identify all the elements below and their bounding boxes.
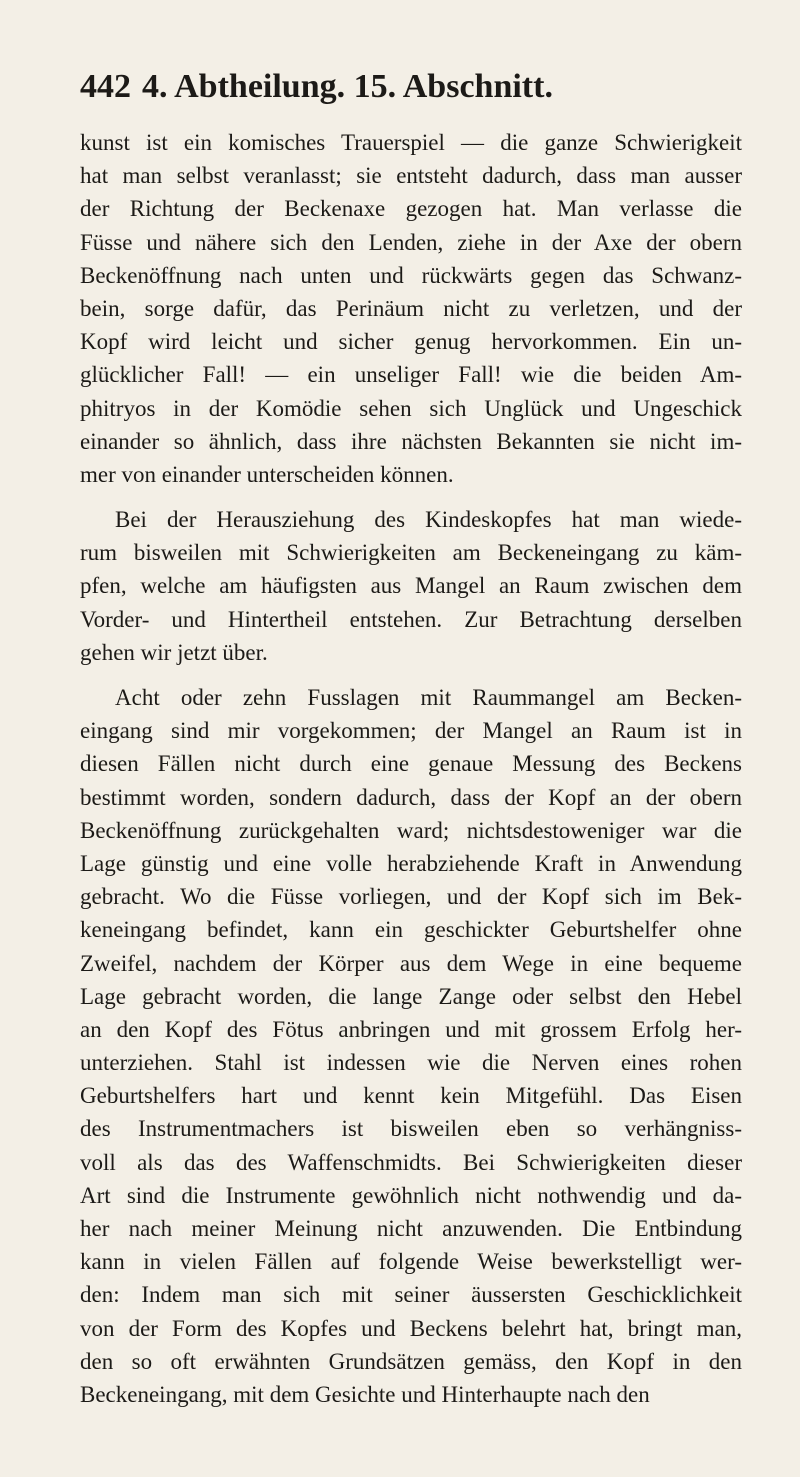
text-line: Beckeneingang, mit dem Gesichte und Hinterhaupte nach den xyxy=(80,1381,650,1407)
text-line: kann in vielen Fällen auf folgende Weise bewerkstelligt wer- xyxy=(80,1249,742,1275)
text-line: diesen Fällen nicht durch eine genaue Messung des Beckens xyxy=(80,751,742,777)
text-line: rum bisweilen mit Schwierigkeiten am Beckeneingang zu käm- xyxy=(80,540,742,566)
text-line: Acht oder zehn Fusslagen mit Raummangel am Becken- xyxy=(115,685,742,710)
text-line: einander so ähnlich, dass ihre nächsten Bekannten sie nicht im- xyxy=(80,428,742,454)
text-line: Beckenöffnung nach unten und rückwärts gegen das Schwanz- xyxy=(80,262,742,288)
text-line: Füsse und nähere sich den Lenden, ziehe in der Axe der obern xyxy=(80,229,742,255)
text-line: Art sind die Instrumente gewöhnlich nicht nothwendig und da- xyxy=(80,1182,742,1208)
text-line: gebracht. Wo die Füsse vorliegen, und der Kopf sich im Bek- xyxy=(80,884,742,910)
text-line: Kopf wird leicht und sicher genug hervorkommen. Ein un- xyxy=(80,329,742,355)
text-line: eingang sind mir vorgekommen; der Mangel an Raum ist in xyxy=(80,718,742,744)
text-line: mer von einander unterscheiden können. xyxy=(80,461,454,487)
text-line: den: Indem man sich mit seiner äussersten Geschicklichkeit xyxy=(80,1282,742,1308)
text-line: unterziehen. Stahl ist indessen wie die Nerven eines rohen xyxy=(80,1050,742,1076)
text-line: Lage gebracht worden, die lange Zange oder selbst den Hebel xyxy=(80,983,742,1009)
paragraph xyxy=(80,126,742,491)
page-number: 442 xyxy=(80,68,131,105)
text-line: keneingang befindet, kann ein geschickter Geburtshelfer ohne xyxy=(80,917,742,943)
text-line: voll als das des Waffenschmidts. Bei Schwierigkeiten dieser xyxy=(80,1149,742,1175)
text-line: von der Form des Kopfes und Beckens belehrt hat, bringt man, xyxy=(80,1315,742,1341)
text-line: her nach meiner Meinung nicht anzuwenden. Die Entbindung xyxy=(80,1216,742,1241)
text-line: pfen, welche am häufigsten aus Mangel an Raum zwischen dem xyxy=(80,573,742,599)
text-line: den so oft erwähnten Grundsätzen gemäss, den Kopf in den xyxy=(80,1348,742,1374)
text-line: Lage günstig und eine volle herabziehende Kraft in Anwendung xyxy=(80,850,742,876)
text-line: Bei der Herausziehung des Kindeskopfes hat man wiede- xyxy=(115,507,742,533)
text-line: Geburtshelfers hart und kennt kein Mitgefühl. Das Eisen xyxy=(80,1083,742,1109)
paragraph xyxy=(80,681,742,1411)
text-line: des Instrumentmachers ist bisweilen eben so verhängniss- xyxy=(80,1116,742,1142)
text-line: bestimmt worden, sondern dadurch, dass der Kopf an der obern xyxy=(80,784,742,810)
paragraph xyxy=(80,503,742,669)
text-line: bein, sorge dafür, das Perinäum nicht zu verletzen, und der xyxy=(80,295,742,321)
text-line: Beckenöffnung zurückgehalten ward; nichtsdestoweniger war die xyxy=(80,817,742,843)
text-line: kunst ist ein komisches Trauerspiel — die ganze Schwierigkeit xyxy=(80,130,742,155)
text-line: Vorder- und Hintertheil entstehen. Zur Betrachtung derselben xyxy=(80,606,742,632)
body-text xyxy=(80,126,742,1423)
text-line: Zweifel, nachdem der Körper aus dem Wege in eine bequeme xyxy=(80,950,742,976)
text-line: gehen wir jetzt über. xyxy=(80,639,268,665)
text-line: der Richtung der Beckenaxe gezogen hat. Man verlasse die xyxy=(80,196,742,222)
text-line: hat man selbst veranlasst; sie entsteht dadurch, dass man ausser xyxy=(80,163,742,189)
text-line: phitryos in der Komödie sehen sich Unglück und Ungeschick xyxy=(80,395,742,421)
text-line: glücklicher Fall! — ein unseliger Fall! wie die beiden Am- xyxy=(80,362,742,388)
running-head-title: 4. Abtheilung. 15. Abschnitt. xyxy=(142,68,553,105)
running-head xyxy=(80,68,740,112)
text-line: an den Kopf des Fötus anbringen und mit grossem Erfolg her- xyxy=(80,1016,742,1042)
